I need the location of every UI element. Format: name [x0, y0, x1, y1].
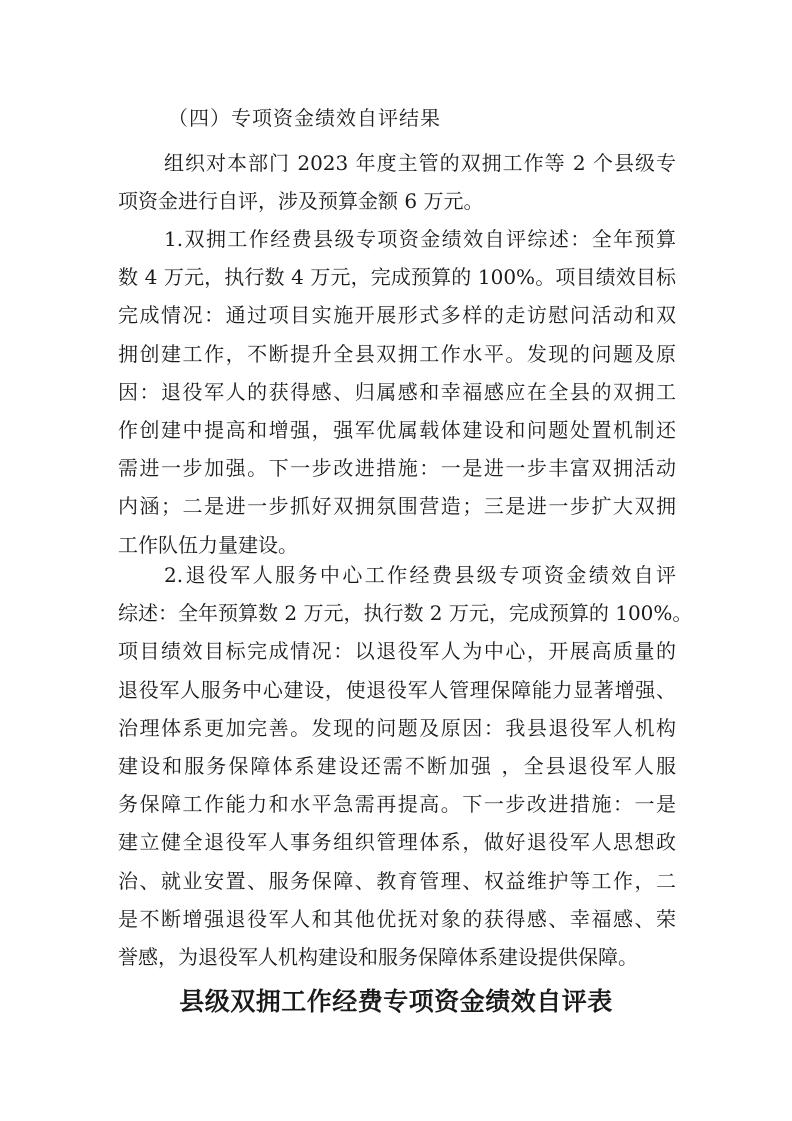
section-heading: （四）专项资金绩效自评结果	[168, 106, 441, 130]
paragraph-line: 是不断增强退役军人和其他优抚对象的获得感、幸福感、荣	[118, 906, 676, 931]
paragraph-line: 内涵；二是进一步抓好双拥氛围营造；三是进一步扩大双拥	[118, 494, 676, 519]
paragraph-line: 治、就业安置、服务保障、教育管理、权益维护等工作，二	[118, 868, 676, 893]
paragraph-line: 项资金进行自评，涉及预算金额 6 万元。	[118, 189, 484, 214]
paragraph-line: 治理体系更加完善。发现的问题及原因：我县退役军人机构	[118, 715, 676, 740]
paragraph-double-support-fund	[118, 220, 676, 564]
paragraph-line: 数 4 万元，执行数 4 万元，完成预算的 100%。项目绩效目标	[118, 265, 676, 290]
paragraph-line: 项目绩效目标完成情况：以退役军人为中心，开展高质量的	[118, 639, 676, 664]
paragraph-line: 需进一步加强。下一步改进措施：一是进一步丰富双拥活动	[118, 456, 676, 481]
paragraph-line: 工作队伍力量建设。	[118, 532, 298, 557]
paragraph-line: 建立健全退役军人事务组织管理体系，做好退役军人思想政	[118, 830, 676, 855]
paragraph-line: 作创建中提高和增强，强军优属载体建设和问题处置机制还	[118, 417, 676, 442]
paragraph-line: 誉感，为退役军人机构建设和服务保障体系建设提供保障。	[118, 944, 638, 969]
paragraph-line: 拥创建工作，不断提升全县双拥工作水平。发现的问题及原	[118, 341, 676, 366]
table-title: 县级双拥工作经费专项资金绩效自评表	[179, 987, 613, 1016]
paragraph-line: 组织对本部门 2023 年度主管的双拥工作等 2 个县级专	[164, 151, 676, 175]
paragraph-budget-overview	[118, 144, 676, 220]
paragraph-line: 建设和服务保障体系建设还需不断加强 ，全县退役军人服	[118, 753, 676, 778]
paragraph-line: 务保障工作能力和水平急需再提高。下一步改进措施：一是	[118, 792, 676, 817]
paragraph-line: 因：退役军人的获得感、归属感和幸福感应在全县的双拥工	[118, 379, 676, 404]
paragraph-veterans-service-center-fund	[118, 556, 693, 976]
paragraph-line: 退役军人服务中心建设，使退役军人管理保障能力显著增强、	[118, 677, 676, 702]
paragraph-line: 综述：全年预算数 2 万元，执行数 2 万元，完成预算的 100%。	[118, 601, 693, 626]
paragraph-line: 完成情况：通过项目实施开展形式多样的走访慰问活动和双	[118, 303, 676, 328]
paragraph-line: 1.双拥工作经费县级专项资金绩效自评综述：全年预算	[164, 227, 676, 251]
paragraph-line: 2.退役军人服务中心工作经费县级专项资金绩效自评	[164, 563, 676, 587]
